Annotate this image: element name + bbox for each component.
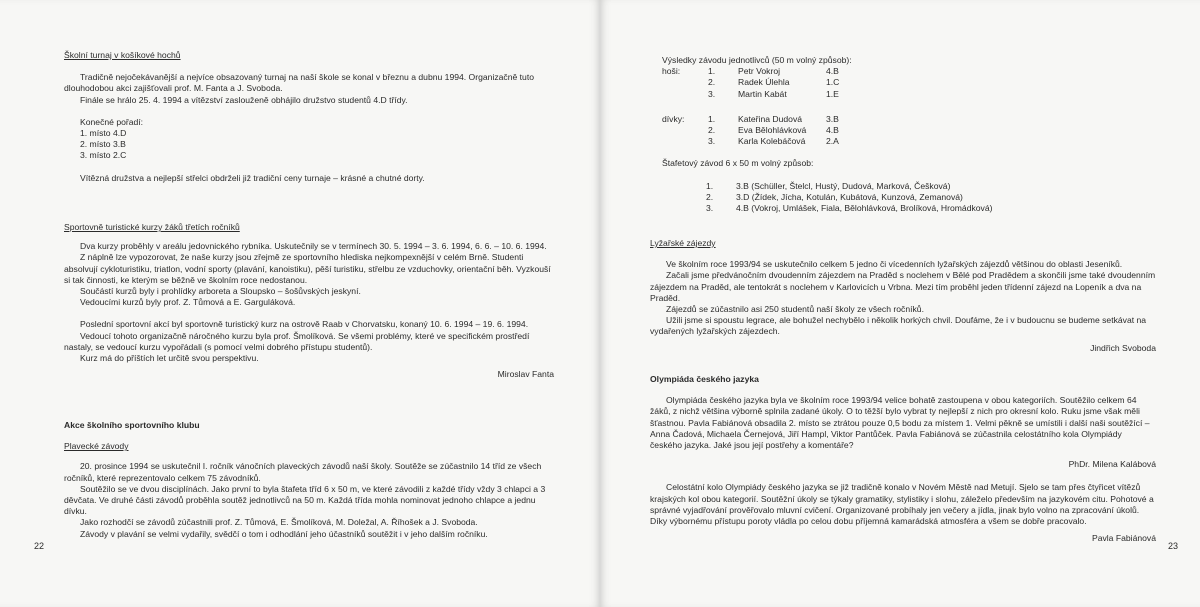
table-row [662, 77, 847, 88]
relay-title: Štafetový závod 6 x 50 m volný způsob: [662, 158, 814, 169]
paragraph: Jako rozhodčí se závodů zúčastnili prof. Z. Tůmová, E. Šmolíková, M. Doležal, A. Říhošek a J. Svoboda. [80, 517, 478, 528]
rank: 2. [708, 125, 716, 136]
class: 1.E [826, 88, 839, 99]
paragraph: Olympiáda českého jazyka byla ve školním roce 1993/94 velice bohatě zastoupena v obou kategoriích. Soutěžilo celkem 64 žáků, z nichž většina výborně splnila zadané úkoly. O to těžší bylo vybrat ty nejlepší z nich pro okresní kolo. Ruku jsme však měli šťastnou. Pavla Fabiánová obsadila 2. místo se ztrátou pouze 0,5 bodu za místem 1. Velmi pěkně se umístili i další naši soutěžící – Anna Čadová, Michaela Černejová, Jiří Hampl, Viktor Pantůček. Pavla Fabiánová se zúčastnila celostátního kola Olympiády českého jazyka. Jaké jsou její postřehy a komentáře? [650, 395, 1150, 451]
rank: 3. [708, 88, 716, 99]
girls-results [662, 114, 847, 148]
paragraph: Vedoucími kurzů byly prof. Z. Tůmová a E. Garguláková. [80, 297, 296, 308]
section-sport-courses [64, 222, 554, 380]
section-sports-club [64, 420, 554, 540]
class: 4.B [826, 125, 839, 136]
name: Martin Kabát [738, 88, 787, 99]
name: Petr Vokroj [738, 66, 781, 77]
group-label: dívky: [662, 113, 685, 124]
signature: Pavla Fabiánová [1091, 533, 1156, 544]
rank: 2. [708, 77, 716, 88]
relay-team: 3.D (Žídek, Jícha, Kotulán, Kubátová, Kunzová, Zemanová) [736, 191, 963, 202]
rank: 1. [708, 113, 716, 124]
page-number: 22 [34, 541, 45, 551]
table-row [706, 192, 1000, 203]
table-row [662, 136, 847, 147]
section-title: Sportovně turistické kurzy žáků třetích ročníků [64, 222, 240, 232]
rank: 2. [706, 191, 714, 202]
relay-results [706, 181, 1000, 215]
class: 4.B [826, 66, 839, 77]
paragraph: Ve školním roce 1993/94 se uskutečnilo celkem 5 jedno či vícedenních lyžařských zájezdů většinou do oblasti Jeseníků. [666, 259, 1123, 270]
name: Radek Úlehla [738, 77, 790, 88]
table-row [662, 114, 847, 125]
right-page [600, 0, 1200, 607]
boys-results [662, 66, 847, 100]
paragraph: Vítězná družstva a nejlepší střelci obdrželi již tradiční ceny turnaje – krásné a chutné dorty. [80, 172, 425, 183]
table-row [662, 66, 847, 77]
name: Kateřina Dudová [738, 113, 803, 124]
signature: Miroslav Fanta [497, 369, 554, 380]
section-title: Olympiáda českého jazyka [650, 374, 759, 384]
table-row [706, 203, 1000, 214]
table-row [706, 181, 1000, 192]
section-title: Akce školního sportovního klubu [64, 420, 200, 430]
signature: PhDr. Milena Kalábová [1068, 459, 1156, 470]
section-results [662, 55, 1162, 214]
paragraph: Soutěžilo se ve dvou disciplínách. Jako první to byla štafeta tříd 6 x 50 m, ve které závodili z každé třídy vždy 3 chlapci a 3 děvčata. Ve druhé části závodů proběhla soutěž jednotlivců na 50 m. Každá třída mohla nominovat jednoho chlapce a jednu dívku. [64, 483, 546, 517]
section-subtitle: Plavecké závody [64, 441, 129, 452]
rank: 3. [708, 136, 716, 147]
paragraph: Finále se hrálo 25. 4. 1994 a vítězství zaslouženě obhájilo družstvo studentů 4.D třídy. [80, 94, 408, 105]
paragraph: Dva kurzy proběhly v areálu jedovnického rybníka. Uskutečnily se v termínech 30. 5. 1994 – 3. 6. 1994, 6. 6. – 10. 6. 1994. [80, 241, 547, 252]
paragraph: Kurz má do příštích let určitě svou perspektivu. [80, 353, 259, 364]
relay-team: 3.B (Schüller, Štelcl, Hustý, Dudová, Marková, Češková) [736, 180, 951, 191]
results-title: Výsledky závodu jednotlivců (50 m volný způsob): [662, 55, 852, 65]
table-row [662, 125, 847, 136]
name: Karla Kolebáčová [738, 136, 806, 147]
table-row [662, 89, 847, 100]
order-label: Konečné pořadí: [80, 116, 144, 127]
paragraph: Poslední sportovní akcí byl sportovně turistický kurz na ostrově Raab v Chorvatsku, konaný 10. 6. 1994 – 19. 6. 1994. [80, 319, 529, 330]
paragraph: Užili jsme si spoustu legrace, ale bohužel nechybělo i několik horkých chvil. Doufáme, že i v budoucnu se budeme setkávat na vydařených lyžařských zájezdech. [650, 315, 1147, 337]
order-item: 3. místo 2.C [80, 150, 127, 161]
section-czech-olympiad [650, 374, 1156, 544]
relay-team: 4.B (Vokroj, Umlášek, Fiala, Bělohlávková, Brolíková, Hromádková) [736, 203, 993, 214]
paragraph: Tradičně nejočekávanější a nejvíce obsazovaný turnaj na naší škole se konal v březnu a dubnu 1994. Organizačně tuto dlouhodobou akci zajišťovali prof. M. Fanta a J. Svoboda. [64, 72, 535, 94]
paragraph: Zájezdů se zúčastnilo asi 250 studentů naší školy ze všech ročníků. [666, 304, 924, 315]
class: 1.C [826, 77, 840, 88]
paragraph: Vedoucí tohoto organizačně náročného kurzu byla prof. Šmolíková. Se všemi problémy, které ve specifickém prostředí nastaly, se vedoucí kurzu vypořádali (s pomocí velmi dobrého přístupu studentů). [64, 330, 530, 352]
group-label: hoši: [662, 66, 681, 77]
page-number: 23 [1168, 541, 1179, 551]
paragraph: Z náplně lze vypozorovat, že naše kurzy jsou zřejmě ze sportovního hlediska nejkompexnější v celém Brně. Studenti absolvují cykloturistiku, triatlon, vodní sporty (plavání, kanoistiku), pěší turistiku, střelbu ze vzduchovky, orientační běh. Vyzkouší si tak činnosti, ke kterým se běžně ve školním roce nedostanou. [64, 252, 551, 285]
paragraph: Začali jsme předvánočním dvoudenním zájezdem na Praděd s noclehem v Bělé pod Pradědem a skončili jsme také dvoudenním zájezdem na Praděd, ale tentokrát s noclehem v Karlovicích u Vrbna. Mezi tím proběhl jeden třídenní zájezd na Lopeník a dva na Praděd. [650, 270, 1156, 303]
section-title: Lyžařské zájezdy [650, 238, 716, 248]
rank: 3. [706, 203, 714, 214]
paragraph: Celostátní kolo Olympiády českého jazyka se již tradičně konalo v Novém Městě nad Metují. Sjelo se tam přes čtyřicet vítězů krajských kol obou kategorií. Soutěžní úkoly se týkaly gramatiky, stylistiky i slohu, záleželo především na jazykovém citu. Pohotové a správné vyjadřování prověřovalo mluvní cvičení. Organizované probíhaly jen večery a jídla, jinak bylo volno na zpracování úkolů. Díky výbornému přístupu poroty vládla po celou dobu příjemná kamarádská atmosféra a všem se dobře pracovalo. [650, 482, 1154, 527]
order-item: 1. místo 4.D [80, 128, 127, 139]
class: 2.A [826, 136, 839, 147]
signature: Jindřich Svoboda [1090, 342, 1156, 353]
section-ski-trips [650, 238, 1156, 354]
section-basketball [64, 50, 554, 184]
name: Eva Bělohlávková [738, 125, 807, 136]
rank: 1. [708, 66, 716, 77]
section-title: Školní turnaj v košíkové hochů [64, 50, 181, 60]
paragraph: 20. prosince 1994 se uskutečnil I. ročník vánočních plaveckých závodů naší školy. Soutěže se zúčastnilo 14 tříd ze všech ročníků, které reprezentovalo celkem 75 závodníků. [64, 461, 542, 483]
paragraph: Součástí kurzů byly i prohlídky arboreta a Sloupsko – šošůvských jeskyní. [80, 286, 361, 297]
paragraph: Závody v plavání se velmi vydařily, svědčí o tom i odhodlání jeho účastníků soutěžit i v jeho dalším ročníku. [80, 528, 488, 539]
class: 3.B [826, 113, 839, 124]
order-item: 2. místo 3.B [80, 139, 126, 150]
rank: 1. [706, 180, 714, 191]
